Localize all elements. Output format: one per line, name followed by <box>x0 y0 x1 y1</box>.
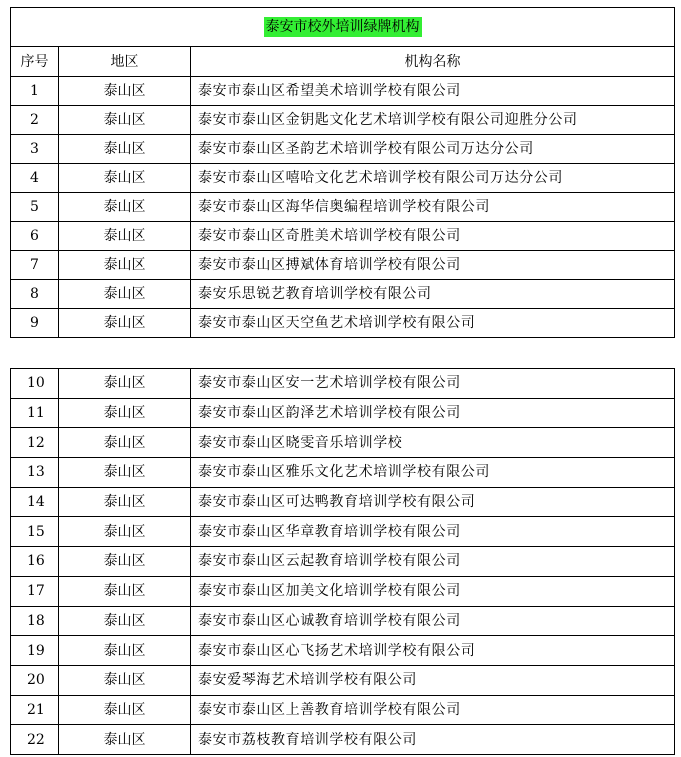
row-region: 泰山区 <box>59 695 191 725</box>
row-institution-name: 泰安市泰山区金钥匙文化艺术培训学校有限公司迎胜分公司 <box>191 106 675 135</box>
row-region: 泰山区 <box>59 458 191 488</box>
row-institution-name: 泰安市泰山区天空鱼艺术培训学校有限公司 <box>191 309 675 338</box>
title-row <box>11 8 675 47</box>
row-index: 9 <box>11 309 59 338</box>
row-region: 泰山区 <box>59 222 191 251</box>
table-row <box>11 547 675 577</box>
row-region: 泰山区 <box>59 369 191 399</box>
row-index: 3 <box>11 135 59 164</box>
table-row <box>11 369 675 399</box>
row-region: 泰山区 <box>59 606 191 636</box>
row-institution-name: 泰安乐思锐艺教育培训学校有限公司 <box>191 280 675 309</box>
institution-table-part1 <box>10 7 675 338</box>
title-cell <box>11 8 675 47</box>
row-institution-name: 泰安市泰山区可达鸭教育培训学校有限公司 <box>191 487 675 517</box>
row-index: 12 <box>11 428 59 458</box>
row-region: 泰山区 <box>59 193 191 222</box>
row-institution-name: 泰安市泰山区搏斌体育培训学校有限公司 <box>191 251 675 280</box>
table-row <box>11 77 675 106</box>
row-index: 4 <box>11 164 59 193</box>
row-region: 泰山区 <box>59 665 191 695</box>
row-index: 1 <box>11 77 59 106</box>
row-institution-name: 泰安市泰山区云起教育培训学校有限公司 <box>191 547 675 577</box>
row-region: 泰山区 <box>59 576 191 606</box>
table-row <box>11 193 675 222</box>
row-region: 泰山区 <box>59 428 191 458</box>
table-row <box>11 398 675 428</box>
row-region: 泰山区 <box>59 547 191 577</box>
row-institution-name: 泰安市泰山区嘻哈文化艺术培训学校有限公司万达分公司 <box>191 164 675 193</box>
row-institution-name: 泰安市泰山区圣韵艺术培训学校有限公司万达分公司 <box>191 135 675 164</box>
table-row <box>11 164 675 193</box>
table-row <box>11 576 675 606</box>
header-region: 地区 <box>59 47 191 77</box>
row-index: 13 <box>11 458 59 488</box>
row-institution-name: 泰安爱琴海艺术培训学校有限公司 <box>191 665 675 695</box>
row-region: 泰山区 <box>59 77 191 106</box>
row-region: 泰山区 <box>59 164 191 193</box>
row-institution-name: 泰安市泰山区加美文化培训学校有限公司 <box>191 576 675 606</box>
row-region: 泰山区 <box>59 135 191 164</box>
table-row <box>11 695 675 725</box>
table-row <box>11 280 675 309</box>
table-row <box>11 251 675 280</box>
row-index: 20 <box>11 665 59 695</box>
table-row <box>11 665 675 695</box>
table-row <box>11 135 675 164</box>
row-index: 14 <box>11 487 59 517</box>
row-region: 泰山区 <box>59 487 191 517</box>
row-index: 17 <box>11 576 59 606</box>
institution-table-part2 <box>10 368 675 755</box>
row-institution-name: 泰安市泰山区晓雯音乐培训学校 <box>191 428 675 458</box>
row-region: 泰山区 <box>59 309 191 338</box>
row-region: 泰山区 <box>59 280 191 309</box>
row-index: 8 <box>11 280 59 309</box>
row-index: 21 <box>11 695 59 725</box>
row-institution-name: 泰安市泰山区心诚教育培训学校有限公司 <box>191 606 675 636</box>
header-index: 序号 <box>11 47 59 77</box>
row-region: 泰山区 <box>59 398 191 428</box>
table-row <box>11 517 675 547</box>
table-row <box>11 636 675 666</box>
table-body-part1 <box>11 77 675 338</box>
table-row <box>11 725 675 755</box>
row-index: 5 <box>11 193 59 222</box>
row-index: 2 <box>11 106 59 135</box>
row-index: 16 <box>11 547 59 577</box>
row-index: 6 <box>11 222 59 251</box>
row-institution-name: 泰安市泰山区奇胜美术培训学校有限公司 <box>191 222 675 251</box>
row-institution-name: 泰安市泰山区雅乐文化艺术培训学校有限公司 <box>191 458 675 488</box>
row-index: 15 <box>11 517 59 547</box>
table-row <box>11 487 675 517</box>
row-index: 18 <box>11 606 59 636</box>
row-index: 19 <box>11 636 59 666</box>
row-institution-name: 泰安市泰山区华章教育培训学校有限公司 <box>191 517 675 547</box>
row-institution-name: 泰安市荔枝教育培训学校有限公司 <box>191 725 675 755</box>
header-name: 机构名称 <box>191 47 675 77</box>
row-region: 泰山区 <box>59 106 191 135</box>
row-region: 泰山区 <box>59 517 191 547</box>
row-institution-name: 泰安市泰山区安一艺术培训学校有限公司 <box>191 369 675 399</box>
table-body-part2 <box>11 369 675 755</box>
table-row <box>11 309 675 338</box>
row-region: 泰山区 <box>59 725 191 755</box>
row-index: 7 <box>11 251 59 280</box>
table-row <box>11 222 675 251</box>
row-institution-name: 泰安市泰山区韵泽艺术培训学校有限公司 <box>191 398 675 428</box>
row-institution-name: 泰安市泰山区海华信奥编程培训学校有限公司 <box>191 193 675 222</box>
header-row <box>11 47 675 77</box>
row-institution-name: 泰安市泰山区上善教育培训学校有限公司 <box>191 695 675 725</box>
table-row <box>11 458 675 488</box>
row-region: 泰山区 <box>59 636 191 666</box>
row-institution-name: 泰安市泰山区心飞扬艺术培训学校有限公司 <box>191 636 675 666</box>
table-row <box>11 428 675 458</box>
page-title: 泰安市校外培训绿牌机构 <box>265 19 420 35</box>
row-index: 22 <box>11 725 59 755</box>
row-index: 10 <box>11 369 59 399</box>
table-row <box>11 106 675 135</box>
table-row <box>11 606 675 636</box>
row-institution-name: 泰安市泰山区希望美术培训学校有限公司 <box>191 77 675 106</box>
row-region: 泰山区 <box>59 251 191 280</box>
row-index: 11 <box>11 398 59 428</box>
